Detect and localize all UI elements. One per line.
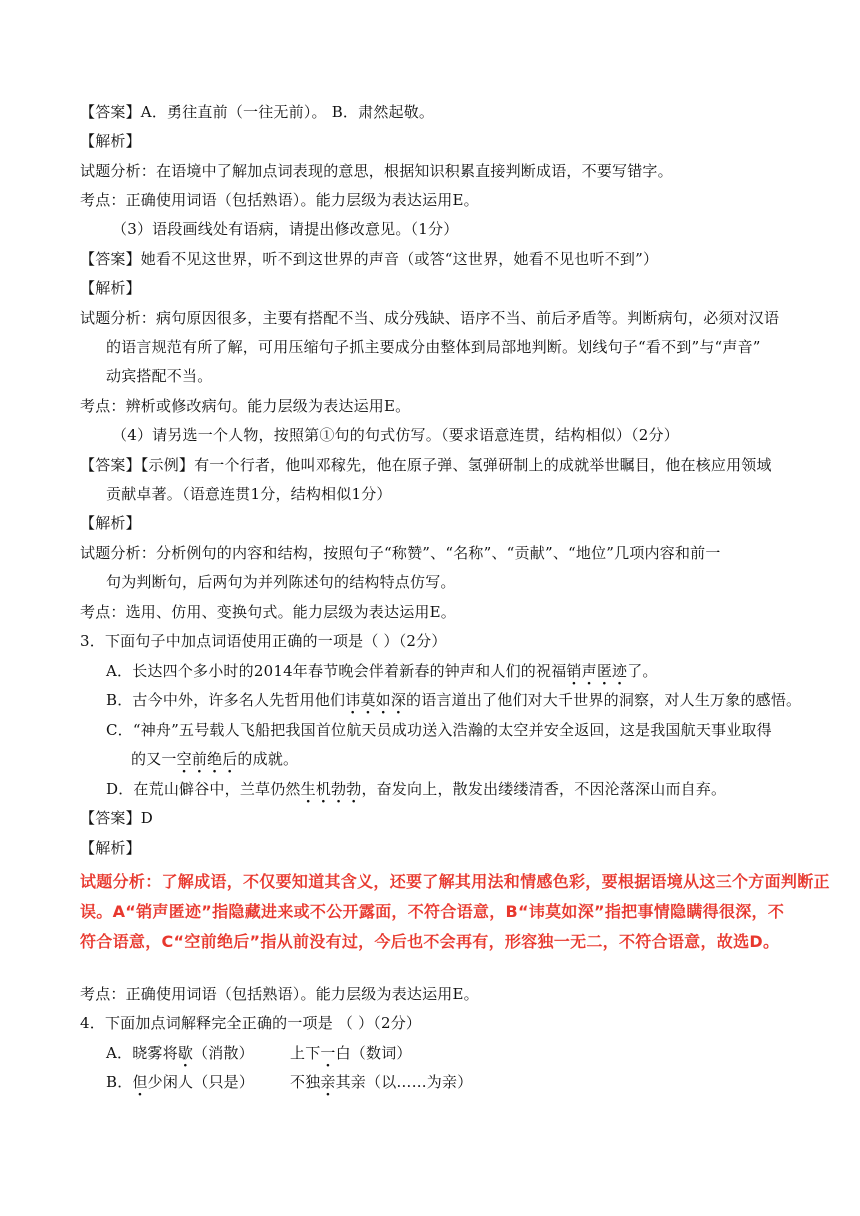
key-point-line: 考点：选用、仿用、变换句式。能力层级为表达运用E。 (80, 603, 456, 621)
emphasis-char: 勃 (346, 780, 362, 798)
option-a (106, 661, 826, 681)
emphasis-char: 讳 (345, 691, 361, 709)
emphasis-char: 深 (390, 691, 407, 709)
option-text: A．晓雾将 (106, 1044, 178, 1062)
dotted-word (178, 1044, 193, 1062)
key-point-line: 考点：正确使用词语（包括熟语）。能力层级为表达运用E。 (80, 985, 479, 1003)
option-b (106, 690, 826, 710)
emphasis-char: 后 (222, 750, 238, 768)
key-point-line: 考点：正确使用词语（包括熟语）。能力层级为表达运用E。 (80, 191, 479, 209)
dotted-word (345, 691, 406, 709)
analysis-heading: 【解析】 (80, 514, 141, 532)
emphasis-char: 机 (315, 780, 332, 798)
emphasis-char: 莫 (360, 691, 376, 709)
dotted-word (132, 1073, 147, 1091)
option-text: 白（数词） (335, 1044, 412, 1062)
analysis-text: 试题分析：分析例句的内容和结构，按照句子“称赞”、“名称”、“贡献”、“地位”几项内容和前一 (80, 544, 721, 562)
option-text: B． (106, 1073, 133, 1091)
emphasis-char: 但 (132, 1073, 148, 1091)
question-4-sub: （4）请另选一个人物，按照第①句的句式仿写。（要求语意连贯，结构相似）（2分） (112, 426, 679, 444)
dotted-word (301, 780, 362, 798)
emphasis-char: 销 (566, 662, 582, 680)
option-text: （消散） (193, 1044, 254, 1062)
emphasis-char: 勃 (331, 780, 347, 798)
emphasis-char: 歇 (177, 1044, 194, 1062)
option-a-second (290, 1043, 860, 1063)
dotted-word (320, 1044, 335, 1062)
option-text: 少闲人（只是） (147, 1073, 255, 1091)
dotted-word (177, 750, 238, 768)
option-d (106, 779, 826, 799)
emphasis-char: 声 (581, 662, 597, 680)
emphasis-char: 前 (191, 750, 208, 768)
emphasis-char: 生 (300, 780, 316, 798)
option-b-second (290, 1072, 860, 1092)
emphasis-char: 绝 (207, 750, 223, 768)
analysis-text: 动宾搭配不当。 (106, 367, 213, 385)
question-4: 4．下面加点词解释完全正确的一项是 （ ）（2分） (80, 1014, 422, 1032)
analysis-text: 试题分析：病句原因很多，主要有搭配不当、成分残缺、语序不当、前后矛盾等。判断病句，必须对汉语 (80, 309, 780, 327)
answer-line: 贡献卓著。（语意连贯1分，结构相似1分） (106, 485, 392, 503)
analysis-text: 句为判断句，后两句为并列陈述句的结构特点仿写。 (106, 573, 456, 591)
option-text: A．长达四个多小时的2014年春节晚会伴着新春的钟声和人们的祝福 (106, 662, 567, 680)
option-text: 不独 (290, 1073, 321, 1091)
answer-line: 【答案】【示例】有一个行者，他叫邓稼先，他在原子弹、氢弹研制上的成就举世瞩目，他在核应用领域 (80, 456, 772, 474)
option-text: 的成就。 (237, 750, 299, 768)
option-text: B．古今中外，许多名人先哲用他们 (106, 691, 346, 709)
emphasis-char: 空 (176, 750, 192, 768)
option-text: 其亲（以……为亲） (335, 1073, 473, 1091)
emphasis-char: 一 (320, 1044, 336, 1062)
question-3-sub: （3）语段画线处有语病，请提出修改意见。（1分） (112, 220, 459, 238)
emphasis-char: 迹 (612, 662, 628, 680)
answer-line: 【答案】D (80, 809, 154, 827)
answer-line: 【答案】A．勇往直前（一往无前）。 B．肃然起敬。 (80, 103, 435, 121)
option-text: 了。 (627, 662, 658, 680)
key-point-line: 考点：辨析或修改病句。能力层级为表达运用E。 (80, 397, 411, 415)
analysis-text: 的语言规范有所了解，可用压缩句子抓主要成分由整体到局部地判断。划线句子“看不到”与“声音” (106, 338, 761, 356)
analysis-text: 试题分析：在语境中了解加点词表现的意思，根据知识积累直接判断成语，不要写错字。 (80, 162, 673, 180)
analysis-highlight: 符合语意，C“空前绝后”指从前没有过，今后也不会再有，形容独一无二，不符合语意，故选D。 (80, 932, 780, 951)
option-c: C．“神舟”五号载人飞船把我国首位航天员成功送入浩瀚的太空并安全返回，这是我国航天事业取得 (106, 721, 772, 739)
option-c-cont (131, 749, 851, 769)
analysis-heading: 【解析】 (80, 279, 141, 297)
dotted-word (566, 662, 627, 680)
option-text: 的语言道出了他们对大千世界的洞察，对人生万象的感悟。 (406, 691, 802, 709)
analysis-highlight: 误。A“销声匿迹”指隐藏进来或不公开露面，不符合语意，B“讳莫如深”指把事情隐瞒得很深，不 (80, 902, 785, 921)
dotted-word (320, 1073, 335, 1091)
emphasis-char: 亲 (320, 1073, 336, 1091)
option-text: 上下 (290, 1044, 321, 1062)
analysis-highlight: 试题分析：了解成语，不仅要知道其含义，还要了解其用法和情感色彩，要根据语境从这三个方面判断正 (80, 872, 830, 891)
option-text: 的又一 (131, 750, 177, 768)
emphasis-char: 如 (375, 691, 391, 709)
analysis-heading: 【解析】 (80, 839, 141, 857)
question-3: 3．下面句子中加点词语使用正确的一项是（ ）（2分） (80, 632, 447, 650)
option-text: D．在荒山僻谷中，兰草仍然 (106, 780, 301, 798)
analysis-heading: 【解析】 (80, 132, 141, 150)
option-text: ，奋发向上，散发出缕缕清香，不因沦落深山而自弃。 (361, 780, 727, 798)
answer-line: 【答案】她看不见这世界，听不到这世界的声音（或答“这世界，她看不见也听不到”） (80, 250, 659, 268)
emphasis-char: 匿 (596, 662, 613, 680)
